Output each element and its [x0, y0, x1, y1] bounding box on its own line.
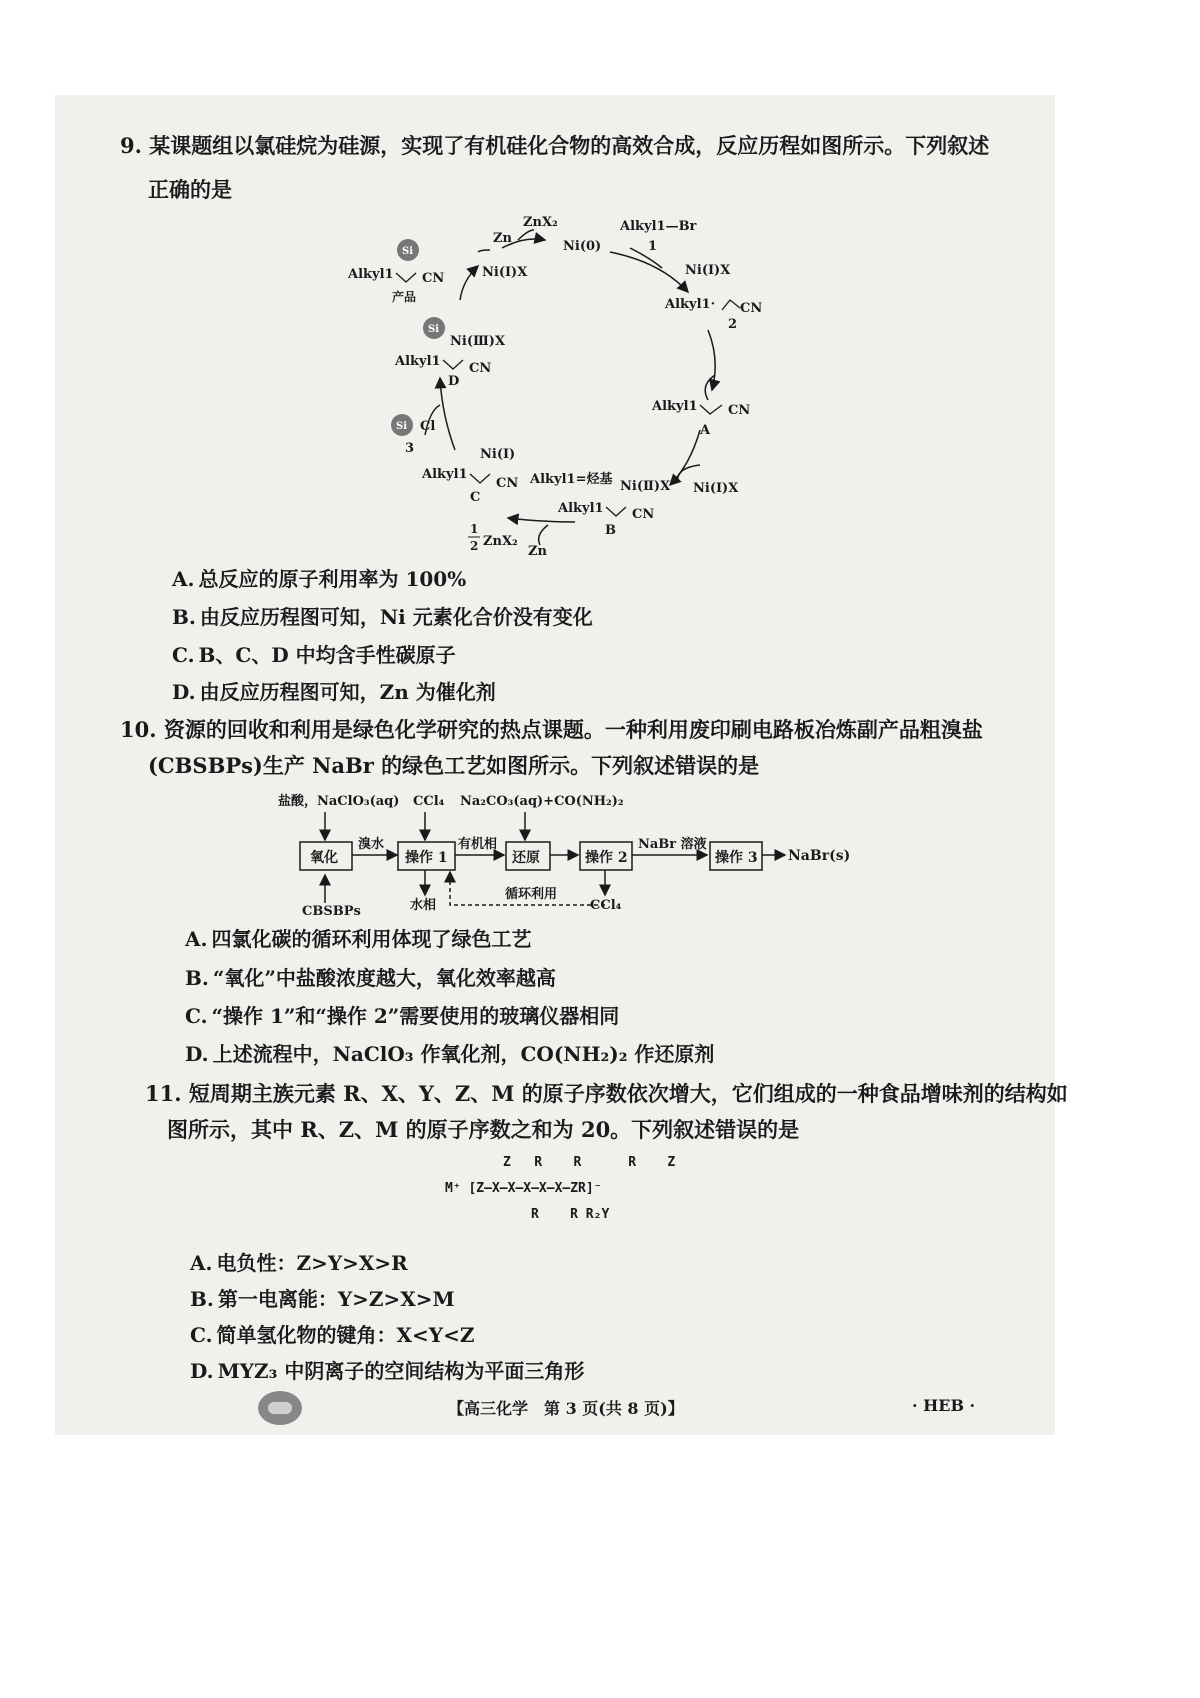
q11-option-b[interactable]: B. 第一电离能：Y>Z>X>M	[190, 1287, 455, 1311]
intermediate-b-label: B	[605, 523, 616, 538]
znx2-bottom-label: ZnX₂	[483, 534, 518, 549]
reagent-1-label: 1	[648, 239, 658, 254]
arrow-bromine-water: 溴水	[358, 837, 385, 852]
page-footer-code: · HEB ·	[912, 1396, 976, 1415]
input-ccl4: CCl₄	[413, 794, 445, 809]
cl-label: Cl	[420, 419, 436, 434]
alkyl1-b-label: Alkyl1	[558, 501, 604, 516]
input-hcl-naclo3: 盐酸，NaClO₃(aq)	[278, 794, 400, 809]
intermediate-a-label: A	[700, 423, 711, 438]
box-operation-1: 操作 1	[405, 850, 448, 866]
zn-label: Zn	[493, 231, 512, 246]
si-reagent-label: Si	[396, 421, 408, 432]
nii-c-label: Ni(Ⅰ)	[480, 447, 516, 462]
box-oxidation: 氧化	[310, 850, 338, 866]
publisher-logo-icon	[258, 1391, 302, 1425]
cn-product-label: CN	[422, 271, 445, 286]
acrylonitrile-cn-label: CN	[740, 301, 763, 316]
cn-b-label: CN	[632, 507, 655, 522]
q10-option-c[interactable]: C. “操作 1”和“操作 2”需要使用的玻璃仪器相同	[185, 1004, 620, 1028]
q10-process-flow-diagram	[270, 785, 910, 920]
half-denominator: 2	[470, 539, 479, 553]
reagent-2-label: 2	[728, 317, 738, 332]
alkyl1-c-label: Alkyl1	[422, 467, 468, 482]
output-ccl4: CCl₄	[590, 898, 622, 913]
structure-top-row: Z R R R Z	[503, 1155, 676, 1170]
recycle-label: 循环利用	[505, 887, 558, 902]
alkyl1br-label: Alkyl1—Br	[620, 219, 697, 234]
q11-line1: 11. 短周期主族元素 R、X、Y、Z、M 的原子序数依次增大，它们组成的一种食品增味剂的结构如	[145, 1081, 1068, 1106]
znx2-label: ZnX₂	[523, 215, 558, 230]
si-d-label: Si	[428, 324, 440, 335]
input-na2co3-urea: Na₂CO₃(aq)+CO(NH₂)₂	[460, 794, 624, 809]
arrow-nabr-solution: NaBr 溶液	[638, 837, 707, 852]
q10-line2: (CBSBPs)生产 NaBr 的绿色工艺如图所示。下列叙述错误的是	[148, 753, 760, 778]
alkyl1-a-label: Alkyl1	[652, 399, 698, 414]
cn-d-label: CN	[469, 361, 492, 376]
zn-bottom-label: Zn	[528, 544, 547, 559]
structure-bottom-row: R R R₂Y	[531, 1207, 610, 1222]
alkyl1-d-label: Alkyl1	[395, 354, 441, 369]
q10-option-b[interactable]: B. “氧化”中盐酸浓度越大，氧化效率越高	[185, 966, 556, 990]
q11-option-d[interactable]: D. MYZ₃ 中阴离子的空间结构为平面三角形	[190, 1359, 585, 1383]
q11-line2: 图所示，其中 R、Z、M 的原子序数之和为 20。下列叙述错误的是	[167, 1117, 800, 1142]
arrow-organic-phase: 有机相	[458, 837, 498, 852]
q10-option-d[interactable]: D. 上述流程中，NaClO₃ 作氧化剂，CO(NH₂)₂ 作还原剂	[185, 1042, 715, 1066]
q9-line1: 9. 某课题组以氯硅烷为硅源，实现了有机硅化合物的高效合成，反应历程如图所示。下列叙述	[120, 133, 990, 158]
cn-c-label: CN	[496, 476, 519, 491]
half-numerator: 1	[470, 522, 479, 536]
q11-option-a[interactable]: A. 电负性：Z>Y>X>R	[190, 1251, 408, 1275]
q9-option-a[interactable]: A. 总反应的原子利用率为 100%	[172, 567, 467, 591]
reagent-3-label: 3	[405, 441, 415, 456]
niiii-x-label: Ni(Ⅲ)X	[450, 334, 506, 349]
nii-x-top-label: Ni(Ⅰ)X	[482, 265, 528, 280]
q9-option-c[interactable]: C. B、C、D 中均含手性碳原子	[172, 643, 456, 667]
structure-main-chain: M⁺ [Z—X—X—X—X—X—ZR]⁻	[445, 1181, 602, 1196]
box-operation-3: 操作 3	[715, 850, 758, 866]
input-cbsbps: CBSBPs	[302, 904, 361, 919]
q9-option-b[interactable]: B. 由反应历程图可知，Ni 元素化合价没有变化	[172, 605, 593, 629]
alkyl1-product-label: Alkyl1	[348, 267, 394, 282]
si-product-label: Si	[402, 246, 414, 257]
output-nabr-solid: NaBr(s)	[788, 848, 851, 864]
alkyl1-radical-label: Alkyl1·	[665, 297, 716, 312]
nii-x-right-label: Ni(Ⅰ)X	[685, 263, 731, 278]
box-operation-2: 操作 2	[585, 850, 628, 866]
output-aqueous-phase: 水相	[410, 898, 437, 913]
intermediate-c-label: C	[470, 490, 481, 505]
q10-option-a[interactable]: A. 四氯化碳的循环利用体现了绿色工艺	[185, 927, 532, 951]
box-reduction: 还原	[512, 850, 540, 866]
ni0-label: Ni(0)	[563, 239, 602, 254]
page-footer-center: 【高三化学 第 3 页(共 8 页)】	[448, 1399, 684, 1418]
intermediate-d-label: D	[448, 374, 460, 389]
q10-line1: 10. 资源的回收和利用是绿色化学研究的热点课题。一种利用废印刷电路板冶炼副产品粗溴盐	[120, 717, 983, 742]
q9-reaction-cycle-diagram	[330, 200, 810, 565]
q11-structure-formula	[445, 1150, 705, 1228]
q11-option-c[interactable]: C. 简单氢化物的键角：X<Y<Z	[190, 1323, 475, 1347]
niii-x-label: Ni(Ⅱ)X	[620, 479, 671, 494]
nii-x-b-input-label: Ni(Ⅰ)X	[693, 481, 739, 496]
q9-line2: 正确的是	[148, 177, 232, 202]
alkyl1-definition-label: Alkyl1=烃基	[530, 472, 613, 487]
cn-a-label: CN	[728, 403, 751, 418]
product-label: 产品	[392, 290, 417, 304]
q9-option-d[interactable]: D. 由反应历程图可知，Zn 为催化剂	[172, 680, 496, 704]
